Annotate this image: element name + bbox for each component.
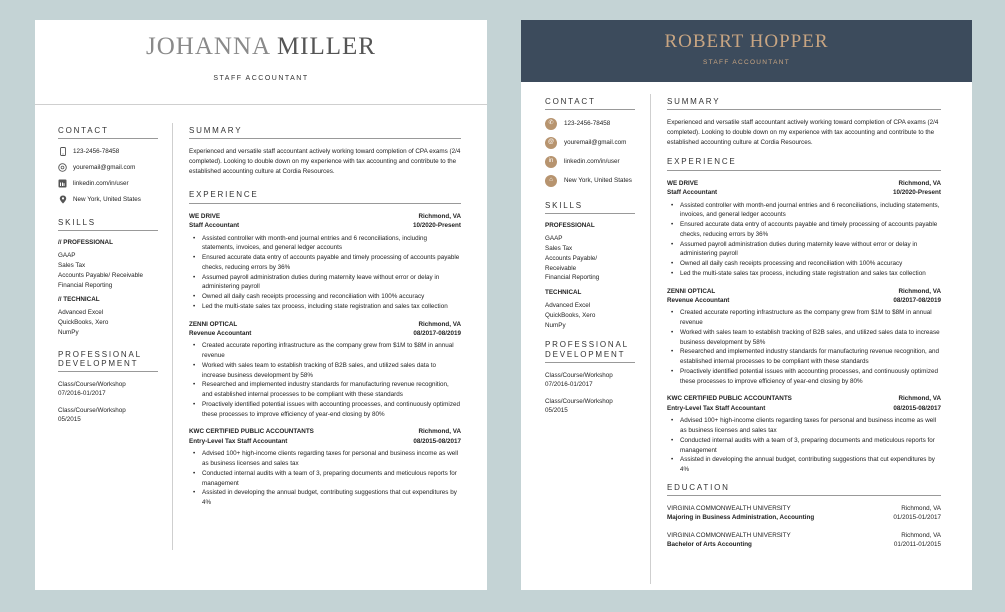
bullet-item: • Proactively identified potential issues with accounting processes, and continuously optimized these processes to improve efficiency of year-end closing by 80% bbox=[667, 367, 941, 387]
job-role: Staff Accountant bbox=[667, 189, 718, 197]
school-name: VIRGINIA COMMONWEALTH UNIVERSITY bbox=[667, 504, 791, 512]
job-company-row bbox=[667, 287, 941, 296]
development-item bbox=[58, 380, 158, 399]
skill-item: Advanced Excel bbox=[545, 302, 591, 310]
skill-item: NumPy bbox=[58, 328, 79, 336]
contact-text: youremail@gmail.com bbox=[73, 163, 136, 171]
skill-item: Accounts Payable/ bbox=[545, 254, 598, 262]
education-school-row bbox=[667, 504, 941, 513]
skill-group-heading: // TECHNICAL bbox=[58, 296, 100, 304]
job-entry bbox=[189, 427, 461, 507]
development-item bbox=[58, 406, 158, 425]
job-bullets bbox=[189, 234, 461, 312]
job-company-row bbox=[189, 427, 461, 436]
candidate-title: STAFF ACCOUNTANT bbox=[213, 75, 309, 82]
resume-johanna-miller bbox=[35, 20, 487, 590]
job-entry bbox=[667, 179, 941, 279]
job-dates: 10/2020-Present bbox=[893, 189, 941, 197]
location-icon bbox=[58, 195, 67, 204]
job-dates: 08/2015-08/2017 bbox=[413, 437, 461, 445]
skill-item: Financial Reporting bbox=[545, 274, 600, 282]
development-heading: PROFESSIONAL DEVELOPMENT bbox=[545, 340, 635, 362]
skill-item: Accounts Payable/ Receivable bbox=[58, 271, 144, 279]
contact-item bbox=[58, 179, 158, 188]
email-icon bbox=[58, 163, 67, 172]
right-column bbox=[189, 126, 461, 516]
job-dates: 10/2020-Present bbox=[413, 222, 461, 230]
skill-item: GAAP bbox=[545, 235, 563, 243]
job-location: Richmond, VA bbox=[898, 287, 941, 295]
company-name: WE DRIVE bbox=[189, 212, 221, 220]
skill-group-heading: // PROFESSIONAL bbox=[58, 239, 113, 247]
job-role-row bbox=[667, 404, 941, 413]
skill-group-heading: PROFESSIONAL bbox=[545, 222, 595, 230]
job-bullets bbox=[667, 416, 941, 475]
left-column bbox=[58, 126, 158, 432]
company-name: ZENNI OPTICAL bbox=[667, 287, 716, 295]
degree: Bachelor of Arts Accounting bbox=[667, 541, 752, 549]
job-role-row bbox=[667, 296, 941, 305]
phone-icon bbox=[58, 147, 67, 156]
summary-heading: SUMMARY bbox=[667, 97, 941, 110]
contact-item bbox=[545, 137, 635, 149]
left-column bbox=[545, 97, 635, 423]
contact-text: 123-2456-78458 bbox=[564, 120, 611, 128]
candidate-title: STAFF ACCOUNTANT bbox=[702, 59, 790, 66]
bullet-item: • Created accurate reporting infrastructure as the company grew from $1M to $8M in annual revenue bbox=[189, 341, 461, 361]
summary-text: Experienced and versatile staff accountant actively working toward completion of CPA exams (2/4 completed). Looking to double down on my experience with tax accounting and contribute to the established accounting culture at Cordia Resources. bbox=[189, 148, 461, 175]
skill-item: QuickBooks, Xero bbox=[545, 311, 596, 319]
experience-heading: EXPERIENCE bbox=[667, 157, 941, 170]
job-location: Richmond, VA bbox=[418, 320, 461, 328]
skill-item: Advanced Excel bbox=[58, 309, 104, 317]
job-location: Richmond, VA bbox=[418, 428, 461, 436]
bullet-item: • Owned all daily cash receipts processing and reconciliation with 100% accuracy bbox=[189, 292, 461, 302]
bullet-item: • Assumed payroll administration duties during maternity leave without error or delay in administering payroll bbox=[667, 240, 941, 260]
summary-text: Experienced and versatile staff accountant actively working toward completion of CPA exams (2/4 completed). Looking to double down on my experience with tax accounting and contribute to the established accounting culture at Cordia Resources. bbox=[667, 119, 939, 146]
bullet-item: • Researched and implemented industry standards for manufacturing revenue recognition, and established internal processes to be compliant with these standards bbox=[667, 347, 941, 367]
skills-heading: SKILLS bbox=[545, 201, 635, 214]
skill-item: Sales Tax bbox=[58, 262, 86, 270]
job-role: Entry-Level Tax Staff Accountant bbox=[667, 404, 766, 412]
contact-text: New York, United States bbox=[564, 177, 632, 185]
bullet-item: • Conducted internal audits with a team of 3, preparing documents and meticulous reports for management bbox=[189, 469, 461, 489]
bullet-item: • Ensured accurate data entry of accounts payable and timely processing of accounts payable checks, reducing errors by 36% bbox=[667, 220, 941, 240]
job-entry bbox=[189, 212, 461, 312]
contact-item bbox=[545, 175, 635, 187]
education-school-row bbox=[667, 531, 941, 540]
phone-icon: ✆ bbox=[545, 118, 557, 130]
resume-header bbox=[35, 20, 487, 105]
contact-item bbox=[58, 195, 158, 204]
course-name: Class/Course/Workshop bbox=[545, 371, 613, 379]
bullet-item: • Advised 100+ high-income clients regarding taxes for personal and business income as well as business licenses and sales tax bbox=[189, 449, 461, 469]
company-name: WE DRIVE bbox=[667, 179, 699, 187]
job-location: Richmond, VA bbox=[898, 395, 941, 403]
course-dates: 07/2016-01/2017 bbox=[545, 381, 593, 389]
contact-item bbox=[58, 147, 158, 156]
job-dates: 08/2015-08/2017 bbox=[893, 404, 941, 412]
school-location: Richmond, VA bbox=[901, 531, 941, 539]
contact-text: New York, United States bbox=[73, 195, 141, 203]
bullet-item: • Assisted in developing the annual budget, contributing suggestions that cut expenditures by 4% bbox=[667, 455, 941, 475]
job-bullets bbox=[667, 308, 941, 386]
degree: Majoring in Business Administration, Accounting bbox=[667, 514, 815, 522]
skill-item: Receivable bbox=[545, 264, 577, 272]
bullet-item: • Worked with sales team to establish tracking of B2B sales, and utilized sales data to increase business development by 58% bbox=[189, 361, 461, 381]
job-role-row bbox=[667, 188, 941, 197]
development-item bbox=[545, 397, 635, 416]
skill-item: QuickBooks, Xero bbox=[58, 319, 109, 327]
candidate-name: JOHANNA MILLER bbox=[146, 33, 376, 60]
school-location: Richmond, VA bbox=[901, 504, 941, 512]
job-location: Richmond, VA bbox=[418, 212, 461, 220]
job-company-row bbox=[189, 212, 461, 221]
bullet-item: • Assumed payroll administration duties during maternity leave without error or delay in administering payroll bbox=[189, 273, 461, 293]
summary-heading: SUMMARY bbox=[189, 126, 461, 139]
course-dates: 07/2016-01/2017 bbox=[58, 390, 106, 398]
job-entry bbox=[667, 287, 941, 387]
contact-item bbox=[545, 118, 635, 130]
contact-text: linkedin.com/in/user bbox=[564, 158, 620, 166]
education-entry bbox=[667, 504, 941, 523]
job-entry bbox=[667, 394, 941, 474]
bullet-item: • Assisted in developing the annual budget, contributing suggestions that cut expenditures by 4% bbox=[189, 488, 461, 508]
contact-text: linkedin.com/in/user bbox=[73, 179, 129, 187]
bullet-item: • Led the multi-state sales tax process, including state registration and sales tax collection bbox=[189, 302, 461, 312]
skill-item: Financial Reporting bbox=[58, 281, 113, 289]
job-dates: 08/2017-08/2019 bbox=[413, 329, 461, 337]
contact-item bbox=[545, 156, 635, 168]
education-entry bbox=[667, 531, 941, 550]
skill-item: NumPy bbox=[545, 321, 566, 329]
job-dates: 08/2017-08/2019 bbox=[893, 296, 941, 304]
bullet-item: • Ensured accurate data entry of accounts payable and timely processing of accounts payable checks, reducing errors by 36% bbox=[189, 253, 461, 273]
job-entry bbox=[189, 320, 461, 420]
column-divider bbox=[172, 123, 173, 550]
course-dates: 05/2015 bbox=[545, 407, 568, 415]
skill-item: Sales Tax bbox=[545, 245, 573, 253]
job-company-row bbox=[667, 179, 941, 188]
bullet-item: • Conducted internal audits with a team of 3, preparing documents and meticulous reports for management bbox=[667, 436, 941, 456]
education-degree-row bbox=[667, 540, 941, 549]
job-company-row bbox=[667, 394, 941, 403]
education-dates: 01/2011-01/2015 bbox=[893, 541, 941, 549]
job-role: Entry-Level Tax Staff Accountant bbox=[189, 437, 288, 445]
course-name: Class/Course/Workshop bbox=[545, 397, 613, 405]
company-name: ZENNI OPTICAL bbox=[189, 320, 238, 328]
skill-item: GAAP bbox=[58, 252, 76, 260]
contact-text: youremail@gmail.com bbox=[564, 139, 627, 147]
contact-item bbox=[58, 163, 158, 172]
job-role: Staff Accountant bbox=[189, 222, 240, 230]
company-name: KWC CERTIFIED PUBLIC ACCOUNTANTS bbox=[667, 395, 792, 403]
resume-robert-hopper bbox=[521, 20, 972, 590]
job-location: Richmond, VA bbox=[898, 179, 941, 187]
bullet-item: • Created accurate reporting infrastructure as the company grew from $1M to $8M in annual revenue bbox=[667, 308, 941, 328]
job-role: Revenue Accountant bbox=[189, 329, 252, 337]
linkedin-icon bbox=[58, 179, 67, 188]
job-bullets bbox=[189, 341, 461, 419]
course-name: Class/Course/Workshop bbox=[58, 381, 126, 388]
bullet-item: • Proactively identified potential issues with accounting processes, and continuously optimized these processes to improve efficiency of year-end closing by 80% bbox=[189, 400, 461, 420]
bullet-item: • Assisted controller with month-end journal entries and 6 reconciliations, including statements, invoices, and general ledger accounts bbox=[667, 201, 941, 221]
development-item bbox=[545, 371, 635, 390]
experience-heading: EXPERIENCE bbox=[189, 190, 461, 203]
contact-heading: CONTACT bbox=[58, 126, 158, 139]
home-icon: ⌂ bbox=[545, 175, 557, 187]
education-dates: 01/2015-01/2017 bbox=[893, 514, 941, 522]
bullet-item: • Assisted controller with month-end journal entries and 6 reconciliations, including statements, invoices, and general ledger accounts bbox=[189, 234, 461, 254]
email-icon: @ bbox=[545, 137, 557, 149]
company-name: KWC CERTIFIED PUBLIC ACCOUNTANTS bbox=[189, 428, 314, 436]
job-role-row bbox=[189, 437, 461, 446]
linkedin-icon: in bbox=[545, 156, 557, 168]
job-role-row bbox=[189, 329, 461, 338]
column-divider bbox=[650, 94, 651, 584]
job-company-row bbox=[189, 320, 461, 329]
resume-header bbox=[521, 20, 972, 82]
skill-group-heading: TECHNICAL bbox=[545, 289, 582, 297]
job-bullets bbox=[189, 449, 461, 508]
contact-heading: CONTACT bbox=[545, 97, 635, 110]
skills-heading: SKILLS bbox=[58, 218, 158, 231]
right-column bbox=[667, 97, 941, 558]
development-heading: PROFESSIONAL DEVELOPMENT bbox=[58, 350, 158, 372]
contact-text: 123-2456-78458 bbox=[73, 147, 120, 155]
bullet-item: • Worked with sales team to establish tracking of B2B sales, and utilized sales data to increase business development by 58% bbox=[667, 328, 941, 348]
bullet-item: • Researched and implemented industry standards for manufacturing revenue recognition, and established internal processes to be compliant with these standards bbox=[189, 380, 461, 400]
course-name: Class/Course/Workshop bbox=[58, 406, 126, 414]
candidate-name: ROBERT HOPPER bbox=[664, 31, 829, 52]
bullet-item: • Advised 100+ high-income clients regarding taxes for personal and business income as well as business licenses and sales tax bbox=[667, 416, 941, 436]
education-degree-row bbox=[667, 513, 941, 522]
school-name: VIRGINIA COMMONWEALTH UNIVERSITY bbox=[667, 531, 791, 539]
job-role-row bbox=[189, 221, 461, 230]
education-heading: EDUCATION bbox=[667, 483, 941, 496]
bullet-item: • Led the multi-state sales tax process, including state registration and sales tax collection bbox=[667, 269, 941, 279]
course-dates: 05/2015 bbox=[58, 416, 81, 424]
job-role: Revenue Accountant bbox=[667, 296, 730, 304]
bullet-item: • Owned all daily cash receipts processing and reconciliation with 100% accuracy bbox=[667, 259, 941, 269]
job-bullets bbox=[667, 201, 941, 279]
